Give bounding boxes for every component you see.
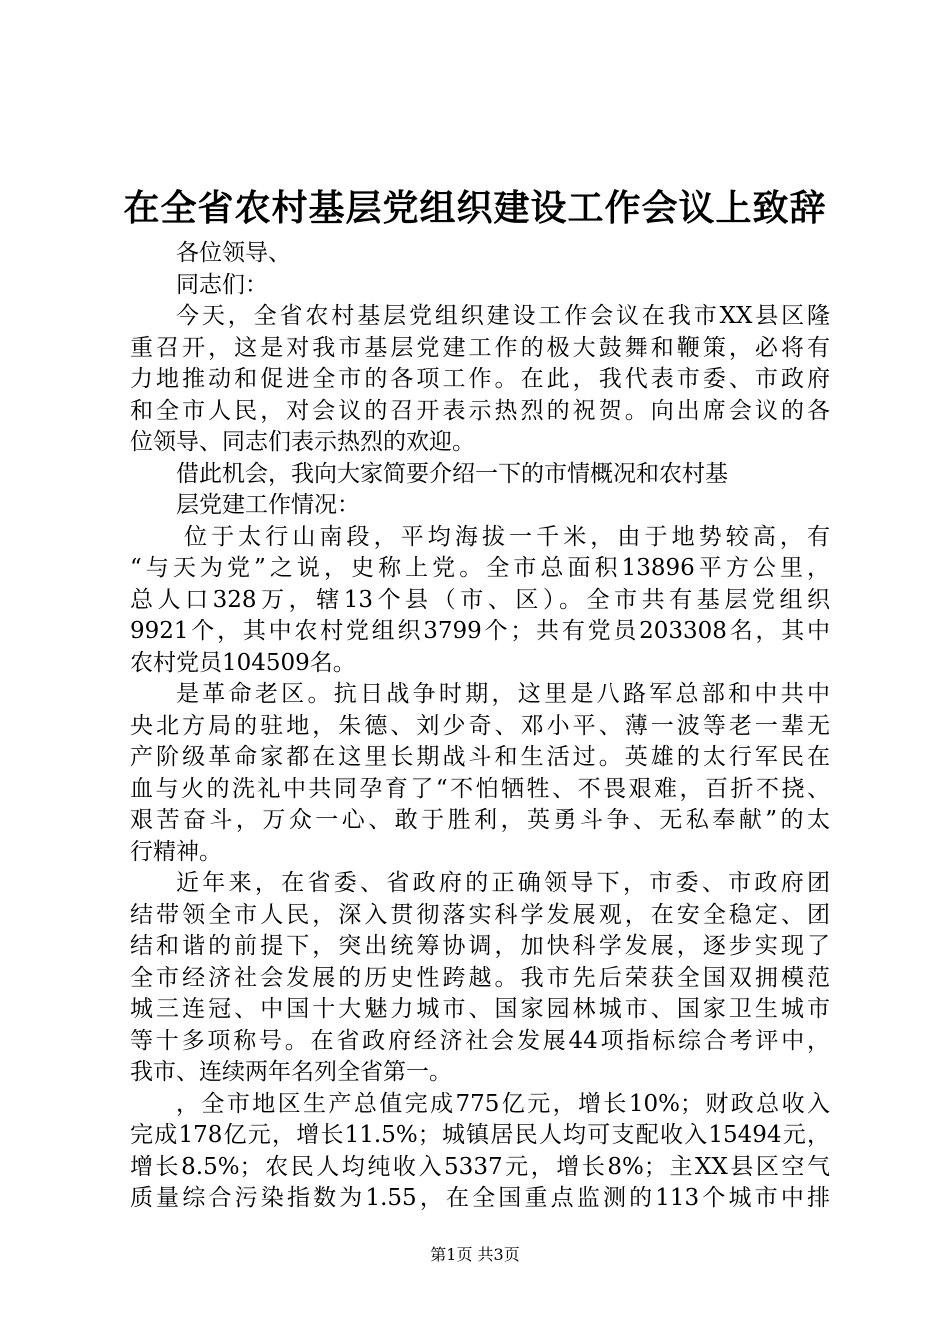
salutation-line: 各位领导、 <box>176 240 291 266</box>
document-title: 在全省农村基层党组织建设工作会议上致辞 <box>123 187 827 229</box>
paragraph-line: 结和谐的前提下，突出统筹协调，加快科学发展，逐步实现了 <box>130 933 830 959</box>
paragraph-line: 结带领全市人民，深入贯彻落实科学发展观，在安全稳定、团 <box>130 901 830 928</box>
paragraph-line: 是革命老区。抗日战争时期，这里是八路军总部和中共中 <box>176 681 830 707</box>
paragraph-line: 增长8.5%；农民人均纯收入5337元，增长8%；主XX县区空气 <box>130 1153 830 1180</box>
paragraph-line: “与天为党”之说，史称上党。全市总面积13896平方公里， <box>130 555 830 581</box>
paragraph-line: 完成178亿元，增长11.5%；城镇居民人均可支配收入15494元， <box>130 1122 830 1148</box>
paragraph-line: 力地推动和促进全市的各项工作。在此，我代表市委、市政府 <box>130 366 830 392</box>
paragraph-line: 艰苦奋斗，万众一心、敢于胜利，英勇斗争、无私奉献”的太 <box>130 807 830 833</box>
paragraph-line: 质量综合污染指数为1.55，在全国重点监测的113个城市中排 <box>130 1185 830 1211</box>
paragraph-line: 位于太行山南段，平均海拔一千米，由于地势较高，有 <box>184 523 830 550</box>
paragraph-line: 农村党员104509名。 <box>130 649 356 676</box>
page-number-footer: 第1页 共3页 <box>430 1245 520 1264</box>
paragraph-line: 9921个，其中农村党组织3799个；共有党员203308名，其中 <box>130 618 830 644</box>
salutation-line: 同志们： <box>176 271 268 298</box>
paragraph-line: 行精神。 <box>130 838 222 865</box>
paragraph-line: 我市、连续两年名列全省第一。 <box>130 1059 452 1085</box>
paragraph-line: 全市经济社会发展的历史性跨越。我市先后荣获全国双拥模范 <box>130 964 830 991</box>
paragraph-line: 总人口328万，辖13个县（市、区）。全市共有基层党组织 <box>130 586 830 613</box>
paragraph-line: 等十多项称号。在省政府经济社会发展44项指标综合考评中， <box>130 1027 830 1054</box>
paragraph-line: 和全市人民，对会议的召开表示热烈的祝贺。向出席会议的各 <box>130 397 830 424</box>
document-body <box>130 238 830 1215</box>
paragraph-line: 近年来，在省委、省政府的正确领导下，市委、市政府团 <box>176 870 830 896</box>
paragraph-line: 层党建工作情况： <box>176 492 360 518</box>
paragraph-line: 产阶级革命家都在这里长期战斗和生活过。英雄的太行军民在 <box>130 744 830 770</box>
paragraph-line: 央北方局的驻地，朱德、刘少奇、邓小平、薄一波等老一辈无 <box>130 712 830 739</box>
paragraph-line: 今天，全省农村基层党组织建设工作会议在我市XX县区隆 <box>176 303 830 329</box>
paragraph-line: 重召开，这是对我市基层党建工作的极大鼓舞和鞭策，必将有 <box>130 334 830 361</box>
paragraph-line: 城三连冠、中国十大魅力城市、国家园林城市、国家卫生城市 <box>130 996 830 1022</box>
paragraph-line: ，全市地区生产总值完成775亿元，增长10%；财政总收入 <box>176 1090 830 1117</box>
paragraph-line: 位领导、同志们表示热烈的欢迎。 <box>130 429 475 455</box>
paragraph-line: 借此机会，我向大家简要介绍一下的市情概况和农村基 <box>176 460 728 487</box>
paragraph-line: 血与火的洗礼中共同孕育了“不怕牺牲、不畏艰难，百折不挠、 <box>130 775 830 802</box>
